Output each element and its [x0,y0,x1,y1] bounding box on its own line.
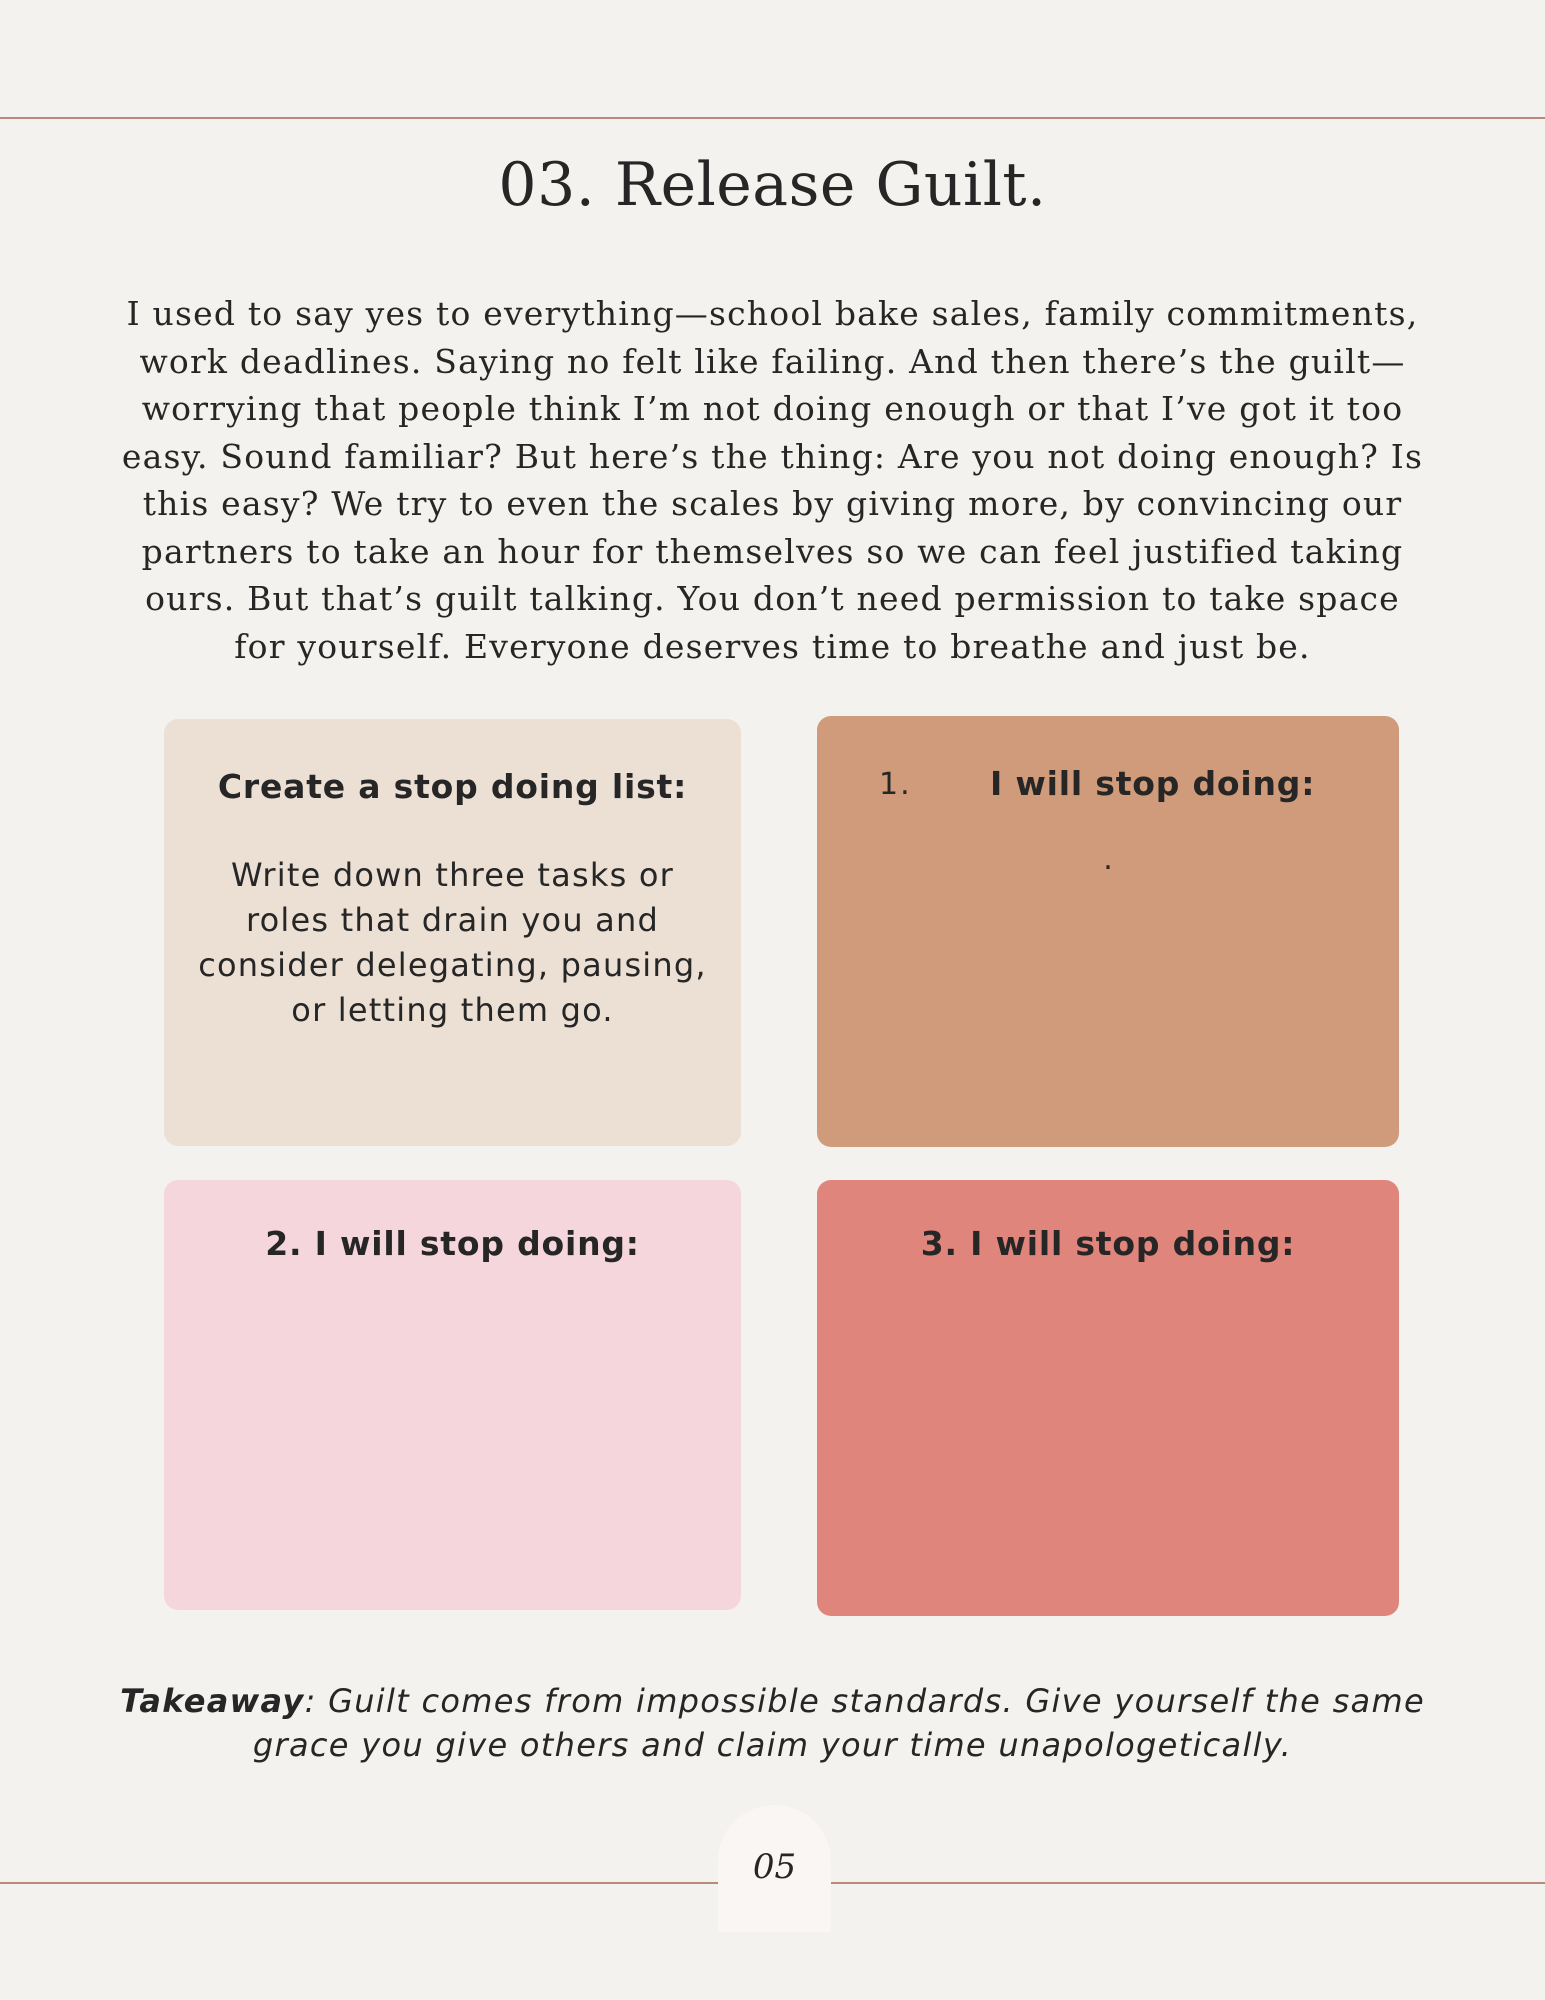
stop-doing-card-2[interactable] [164,1180,741,1610]
card-1-number: 1. [879,767,912,802]
stop-doing-card-3[interactable] [817,1180,1399,1616]
takeaway [120,1679,1425,1767]
page-number-tab [718,1805,831,1932]
page-title: 03. Release Guilt. [498,150,1047,220]
intro-paragraph: I used to say yes to everything—school bake sales, family commitments, work deadlines. Saying no felt like failing. And then there’s the guilt—worrying that people think I’m not doing enough or that I’ve got it too easy. Sound familiar? But here’s the thing: Are you not doing enough? Is this easy? We try to even the scales by giving more, by convincing our partners to take an hour for themselves so we can feel justified taking ours. But that’s guilt talking. You don’t need permission to take space for yourself. Everyone deserves time to breathe and just be. [121,294,1424,666]
card-3-heading: 3. I will stop doing: [920,1224,1296,1263]
takeaway-text: : Guilt comes from impossible standards. Give yourself the same grace you give others and claim your time unapologetically. [252,1682,1425,1764]
stop-doing-instructions-card [164,719,741,1146]
takeaway-label: Takeaway [120,1682,305,1720]
card-1-heading: I will stop doing: [990,764,1316,803]
top-divider [0,117,1545,119]
stop-doing-card-1[interactable] [817,716,1399,1147]
page-number: 05 [752,1847,797,1887]
instructions-body: Write down three tasks or roles that drain you and consider delegating, pausing, or letting them go. [198,856,707,1029]
instructions-heading: Create a stop doing list: [217,767,688,806]
card-1-mark: . [1103,842,1113,877]
card-2-heading: 2. I will stop doing: [265,1224,640,1263]
